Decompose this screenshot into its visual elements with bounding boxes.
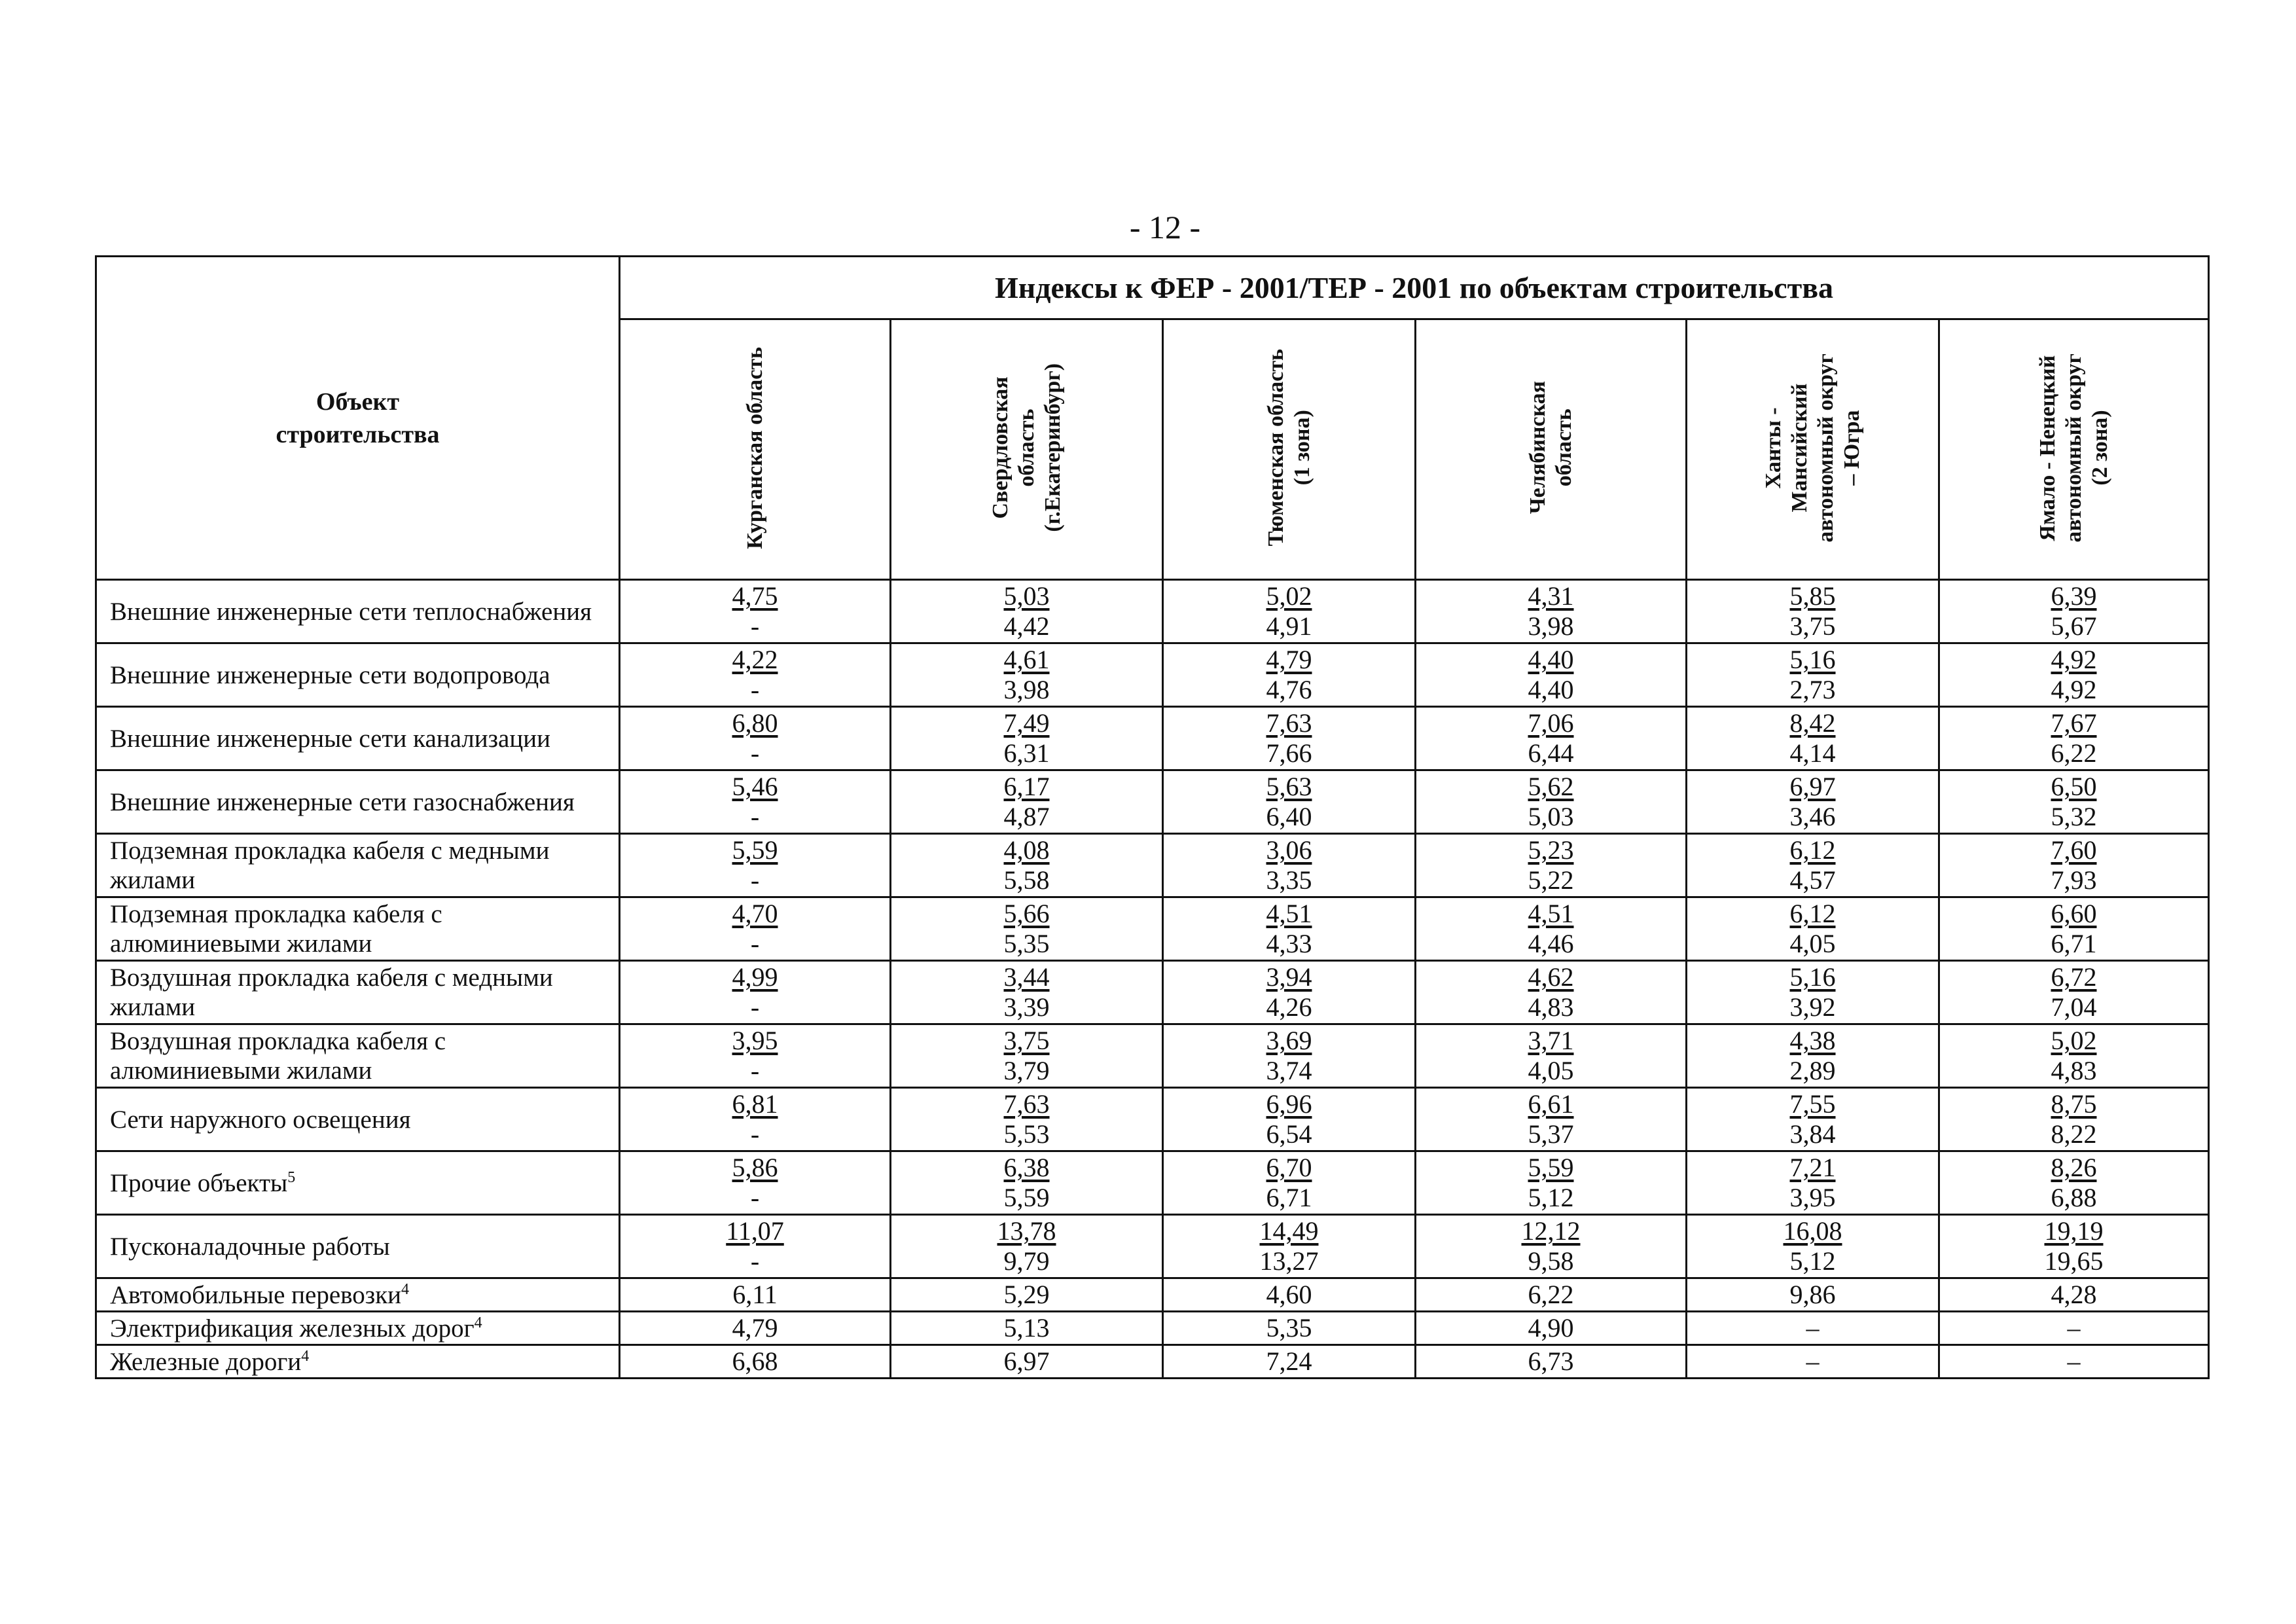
index-value-bottom: 4,83 — [2051, 1056, 2097, 1085]
index-value-top: 4,70 — [732, 899, 778, 928]
object-name-text: Воздушная прокладка кабеля с медными жилами — [110, 964, 553, 1021]
index-value-top: 11,07 — [726, 1216, 784, 1246]
index-value-bottom: 9,79 — [1003, 1246, 1050, 1276]
index-cell — [620, 707, 891, 770]
index-value-top: 4,99 — [732, 962, 778, 992]
index-value-bottom: - — [750, 929, 760, 958]
object-column-header — [96, 257, 620, 580]
table-row — [96, 1312, 2209, 1345]
index-value-bottom: - — [750, 1056, 760, 1085]
index-value: – — [2067, 1313, 2081, 1343]
object-name-text: Внешние инженерные сети газоснабжения — [110, 787, 575, 816]
index-cell — [891, 1278, 1163, 1312]
index-value-bottom: 5,32 — [2051, 802, 2097, 831]
index-table — [95, 255, 2210, 1379]
table-title: Индексы к ФЕР - 2001/ТЕР - 2001 по объектам строительства — [620, 257, 2209, 319]
object-name — [96, 1088, 620, 1151]
index-cell — [1163, 834, 1416, 897]
index-cell — [1163, 1278, 1416, 1312]
index-value-bottom: - — [750, 1183, 760, 1212]
index-cell — [1687, 1278, 1939, 1312]
index-value-bottom: 3,95 — [1789, 1183, 1836, 1212]
index-value-bottom: 3,98 — [1528, 611, 1574, 641]
object-name-text: Пусконаладочные работы — [110, 1232, 390, 1261]
index-value-top: 7,55 — [1789, 1089, 1836, 1119]
index-value-bottom: 6,88 — [2051, 1183, 2097, 1212]
index-cell — [1163, 961, 1416, 1024]
index-value-top: 4,22 — [732, 645, 778, 674]
index-value: 4,28 — [2051, 1280, 2097, 1309]
table-row — [96, 834, 2209, 897]
index-cell — [620, 1345, 891, 1379]
index-cell — [1687, 1088, 1939, 1151]
index-cell — [891, 643, 1163, 707]
index-value-bottom: 3,39 — [1003, 992, 1050, 1022]
object-name — [96, 1215, 620, 1278]
region-header — [1687, 319, 1939, 580]
index-cell — [1163, 1312, 1416, 1345]
index-value-bottom: 4,33 — [1266, 929, 1312, 958]
index-cell — [1687, 1024, 1939, 1088]
index-value-bottom: 6,22 — [2051, 738, 2097, 768]
index-value: 6,73 — [1528, 1346, 1574, 1376]
index-value-bottom: 4,83 — [1528, 992, 1574, 1022]
index-value: 9,86 — [1789, 1280, 1836, 1309]
index-value-bottom: 7,93 — [2051, 865, 2097, 895]
region-header — [1416, 319, 1687, 580]
footnote-marker: 4 — [301, 1347, 310, 1365]
index-value-top: 4,92 — [2051, 645, 2097, 674]
index-cell — [891, 770, 1163, 834]
index-value-bottom: 3,46 — [1789, 802, 1836, 831]
index-cell — [620, 961, 891, 1024]
index-value-top: 5,86 — [732, 1153, 778, 1182]
index-value-top: 7,60 — [2051, 835, 2097, 865]
index-cell — [620, 1215, 891, 1278]
index-cell — [891, 1345, 1163, 1379]
index-cell — [1416, 897, 1687, 961]
index-value-top: 5,23 — [1528, 835, 1574, 865]
index-value-top: 3,95 — [732, 1026, 778, 1055]
index-value-bottom: - — [750, 611, 760, 641]
index-cell — [891, 1215, 1163, 1278]
index-cell — [1939, 961, 2209, 1024]
table-row — [96, 1345, 2209, 1379]
index-value-bottom: 5,67 — [2051, 611, 2097, 641]
index-value-bottom: - — [750, 1119, 760, 1149]
index-value-top: 7,06 — [1528, 708, 1574, 738]
index-value: 5,29 — [1003, 1280, 1050, 1309]
index-value-top: 5,59 — [1528, 1153, 1574, 1182]
index-value-bottom: 6,71 — [1266, 1183, 1312, 1212]
index-cell — [1939, 707, 2209, 770]
index-value-top: 6,39 — [2051, 581, 2097, 611]
index-value-top: 6,38 — [1003, 1153, 1050, 1182]
index-cell — [1416, 834, 1687, 897]
index-cell — [891, 1151, 1163, 1215]
object-name-text: Прочие объекты — [110, 1168, 288, 1197]
index-value: 5,35 — [1266, 1313, 1312, 1343]
index-value-bottom: 3,75 — [1789, 611, 1836, 641]
region-header — [891, 319, 1163, 580]
index-value-bottom: 5,12 — [1789, 1246, 1836, 1276]
index-cell — [620, 643, 891, 707]
index-cell — [1687, 1215, 1939, 1278]
region-header-label: Свердловская область (г.Екатеринбург) — [988, 363, 1065, 532]
index-cell — [1163, 1215, 1416, 1278]
index-cell — [891, 834, 1163, 897]
index-cell — [1163, 643, 1416, 707]
table-row — [96, 897, 2209, 961]
table-row — [96, 770, 2209, 834]
index-value-bottom: 3,98 — [1003, 675, 1050, 704]
object-name — [96, 643, 620, 707]
object-name — [96, 834, 620, 897]
index-cell — [1939, 1345, 2209, 1379]
index-value-top: 3,75 — [1003, 1026, 1050, 1055]
object-name-text: Электрификация железных дорог — [110, 1314, 475, 1343]
index-value-top: 5,02 — [2051, 1026, 2097, 1055]
object-name — [96, 1312, 620, 1345]
index-value-top: 6,12 — [1789, 835, 1836, 865]
index-cell — [620, 770, 891, 834]
index-value-top: 6,81 — [732, 1089, 778, 1119]
index-value-bottom: 5,12 — [1528, 1183, 1574, 1212]
object-name-text: Подземная прокладка кабеля с медными жилами — [110, 837, 550, 894]
index-cell — [1939, 1215, 2209, 1278]
index-value-bottom: 4,92 — [2051, 675, 2097, 704]
index-cell — [1416, 707, 1687, 770]
region-header-label: Курганская область — [742, 346, 767, 549]
index-value: 4,79 — [732, 1313, 778, 1343]
index-value-bottom: 6,71 — [2051, 929, 2097, 958]
region-header-label: Ямало - Ненецкий автономный округ (2 зона) — [2035, 353, 2112, 543]
page-number: - 12 - — [1129, 209, 1201, 245]
region-header-label: Тюменская область (1 зона) — [1263, 349, 1314, 547]
index-value: – — [1806, 1346, 1820, 1376]
index-value-bottom: - — [750, 738, 760, 768]
index-cell — [1163, 897, 1416, 961]
object-name — [96, 770, 620, 834]
index-value-bottom: 3,35 — [1266, 865, 1312, 895]
footnote-marker: 4 — [401, 1280, 410, 1298]
object-name — [96, 1151, 620, 1215]
object-header-text: Объект строительства — [276, 388, 440, 448]
index-value-top: 19,19 — [2044, 1216, 2104, 1246]
index-cell — [1416, 1312, 1687, 1345]
table-row — [96, 1088, 2209, 1151]
index-cell — [1687, 580, 1939, 643]
index-value-top: 14,49 — [1259, 1216, 1319, 1246]
index-cell — [1416, 580, 1687, 643]
index-cell — [1163, 1088, 1416, 1151]
index-value-bottom: 5,58 — [1003, 865, 1050, 895]
index-cell — [891, 1088, 1163, 1151]
index-cell — [1687, 707, 1939, 770]
object-name — [96, 707, 620, 770]
index-value-top: 5,62 — [1528, 772, 1574, 801]
index-value-top: 6,50 — [2051, 772, 2097, 801]
index-cell — [1163, 1151, 1416, 1215]
index-value-top: 6,96 — [1266, 1089, 1312, 1119]
index-cell — [1939, 1312, 2209, 1345]
index-value-top: 5,46 — [732, 772, 778, 801]
object-name-text: Подземная прокладка кабеля с алюминиевыми жилами — [110, 900, 442, 958]
index-cell — [1416, 1024, 1687, 1088]
table-row — [96, 1278, 2209, 1312]
index-cell — [1939, 1278, 2209, 1312]
object-name — [96, 1278, 620, 1312]
index-value-top: 12,12 — [1521, 1216, 1581, 1246]
index-value-top: 4,40 — [1528, 645, 1574, 674]
index-cell — [1687, 961, 1939, 1024]
index-cell — [1687, 1151, 1939, 1215]
index-value-top: 7,63 — [1266, 708, 1312, 738]
index-cell — [1687, 1345, 1939, 1379]
index-value-bottom: 4,26 — [1266, 992, 1312, 1022]
index-value-top: 4,31 — [1528, 581, 1574, 611]
index-value-top: 8,26 — [2051, 1153, 2097, 1182]
index-value-top: 3,71 — [1528, 1026, 1574, 1055]
index-value: 5,13 — [1003, 1313, 1050, 1343]
index-value-bottom: 6,54 — [1266, 1119, 1312, 1149]
index-value-top: 5,59 — [732, 835, 778, 865]
index-cell — [620, 834, 891, 897]
index-value: 6,11 — [732, 1280, 778, 1309]
index-cell — [891, 580, 1163, 643]
index-value-top: 7,21 — [1789, 1153, 1836, 1182]
index-cell — [1939, 897, 2209, 961]
index-value-top: 5,02 — [1266, 581, 1312, 611]
index-cell — [1163, 770, 1416, 834]
index-value: 6,97 — [1003, 1346, 1050, 1376]
index-cell — [1687, 1312, 1939, 1345]
index-value-top: 4,51 — [1266, 899, 1312, 928]
index-value-top: 8,42 — [1789, 708, 1836, 738]
index-value-bottom: 5,37 — [1528, 1119, 1574, 1149]
table-row — [96, 1215, 2209, 1278]
object-name — [96, 1345, 620, 1379]
index-value-bottom: 3,79 — [1003, 1056, 1050, 1085]
index-cell — [1416, 770, 1687, 834]
object-name-text: Внешние инженерные сети водопровода — [110, 660, 550, 689]
index-value-bottom: 6,40 — [1266, 802, 1312, 831]
index-cell — [1416, 1151, 1687, 1215]
index-value-bottom: 19,65 — [2044, 1246, 2104, 1276]
index-cell — [891, 707, 1163, 770]
index-cell — [1939, 580, 2209, 643]
index-cell — [1416, 961, 1687, 1024]
footnote-marker: 5 — [287, 1168, 296, 1186]
index-value-top: 4,75 — [732, 581, 778, 611]
index-value-bottom: 4,14 — [1789, 738, 1836, 768]
object-name-text: Внешние инженерные сети канализации — [110, 724, 550, 753]
index-value-bottom: - — [750, 992, 760, 1022]
table-row — [96, 1024, 2209, 1088]
index-value-top: 3,94 — [1266, 962, 1312, 992]
index-value: 4,90 — [1528, 1313, 1574, 1343]
index-cell — [1416, 1345, 1687, 1379]
index-cell — [1416, 1278, 1687, 1312]
index-cell — [620, 1278, 891, 1312]
index-value-top: 6,60 — [2051, 899, 2097, 928]
index-cell — [1939, 1088, 2209, 1151]
index-value-bottom: 2,89 — [1789, 1056, 1836, 1085]
table-row — [96, 707, 2209, 770]
index-value-bottom: 13,27 — [1259, 1246, 1319, 1276]
index-value-bottom: 2,73 — [1789, 675, 1836, 704]
region-header — [1163, 319, 1416, 580]
index-cell — [1163, 707, 1416, 770]
index-cell — [1416, 1215, 1687, 1278]
index-value-bottom: 4,57 — [1789, 865, 1836, 895]
index-cell — [891, 1024, 1163, 1088]
index-cell — [1939, 1151, 2209, 1215]
index-value-bottom: 3,74 — [1266, 1056, 1312, 1085]
table-row — [96, 1151, 2209, 1215]
index-value-top: 5,03 — [1003, 581, 1050, 611]
index-value-bottom: - — [750, 802, 760, 831]
index-cell — [891, 961, 1163, 1024]
index-cell — [891, 1312, 1163, 1345]
index-value-top: 6,80 — [732, 708, 778, 738]
index-cell — [620, 1024, 891, 1088]
index-value-top: 7,67 — [2051, 708, 2097, 738]
index-value-bottom: 4,05 — [1789, 929, 1836, 958]
index-value-bottom: 4,76 — [1266, 675, 1312, 704]
index-cell — [1939, 770, 2209, 834]
index-cell — [1939, 834, 2209, 897]
index-value-top: 6,61 — [1528, 1089, 1574, 1119]
index-value-bottom: 5,22 — [1528, 865, 1574, 895]
region-header-label: Ханты - Мансийский автономный округ – Югра — [1761, 353, 1864, 543]
object-name — [96, 961, 620, 1024]
index-value-bottom: 5,03 — [1528, 802, 1574, 831]
index-value-top: 5,85 — [1789, 581, 1836, 611]
index-value-top: 6,12 — [1789, 899, 1836, 928]
region-header — [620, 319, 891, 580]
table-row — [96, 961, 2209, 1024]
index-cell — [620, 1312, 891, 1345]
index-value-bottom: - — [750, 1246, 760, 1276]
index-value-bottom: 4,46 — [1528, 929, 1574, 958]
index-value-bottom: 7,04 — [2051, 992, 2097, 1022]
index-cell — [891, 897, 1163, 961]
index-value-bottom: 6,31 — [1003, 738, 1050, 768]
index-value-bottom: 4,40 — [1528, 675, 1574, 704]
object-name-text: Воздушная прокладка кабеля с алюминиевыми жилами — [110, 1027, 446, 1085]
index-value-bottom: 6,44 — [1528, 738, 1574, 768]
index-value-bottom: 9,58 — [1528, 1246, 1574, 1276]
index-value: 4,60 — [1266, 1280, 1312, 1309]
index-cell — [1939, 643, 2209, 707]
index-value-top: 4,51 — [1528, 899, 1574, 928]
index-value-top: 4,08 — [1003, 835, 1050, 865]
index-cell — [620, 580, 891, 643]
object-name-text: Железные дороги — [110, 1347, 302, 1376]
index-cell — [1687, 643, 1939, 707]
object-name — [96, 897, 620, 961]
index-value-top: 5,63 — [1266, 772, 1312, 801]
object-name-text: Сети наружного освещения — [110, 1105, 411, 1134]
index-cell — [620, 1151, 891, 1215]
index-value-top: 5,66 — [1003, 899, 1050, 928]
index-value-bottom: 3,92 — [1789, 992, 1836, 1022]
index-value-bottom: 4,42 — [1003, 611, 1050, 641]
index-cell — [1416, 643, 1687, 707]
table-body — [96, 580, 2209, 1379]
index-value-top: 4,79 — [1266, 645, 1312, 674]
index-value-top: 4,38 — [1789, 1026, 1836, 1055]
index-value-top: 13,78 — [997, 1216, 1056, 1246]
index-value-top: 4,61 — [1003, 645, 1050, 674]
index-value-bottom: - — [750, 865, 760, 895]
index-cell — [620, 1088, 891, 1151]
index-cell — [1163, 1024, 1416, 1088]
object-name — [96, 580, 620, 643]
index-value-bottom: 5,59 — [1003, 1183, 1050, 1212]
index-value-top: 3,44 — [1003, 962, 1050, 992]
index-value-bottom: 8,22 — [2051, 1119, 2097, 1149]
index-value-bottom: 5,35 — [1003, 929, 1050, 958]
index-value-top: 4,62 — [1528, 962, 1574, 992]
index-value-bottom: 3,84 — [1789, 1119, 1836, 1149]
index-value-top: 3,69 — [1266, 1026, 1312, 1055]
index-cell — [1163, 1345, 1416, 1379]
index-value-top: 6,97 — [1789, 772, 1836, 801]
index-cell — [1163, 580, 1416, 643]
footnote-marker: 4 — [474, 1314, 482, 1331]
index-value: – — [1806, 1313, 1820, 1343]
index-cell — [1687, 834, 1939, 897]
index-cell — [1939, 1024, 2209, 1088]
region-header-label: Челябинская область — [1525, 381, 1576, 514]
index-value-top: 6,72 — [2051, 962, 2097, 992]
object-name — [96, 1024, 620, 1088]
index-value: – — [2067, 1346, 2081, 1376]
index-value-bottom: - — [750, 675, 760, 704]
index-value-bottom: 4,91 — [1266, 611, 1312, 641]
table-row — [96, 580, 2209, 643]
index-value-top: 7,63 — [1003, 1089, 1050, 1119]
index-value-bottom: 5,53 — [1003, 1119, 1050, 1149]
index-value-bottom: 4,87 — [1003, 802, 1050, 831]
index-value-top: 7,49 — [1003, 708, 1050, 738]
table-row — [96, 643, 2209, 707]
index-value-top: 3,06 — [1266, 835, 1312, 865]
index-value-top: 5,16 — [1789, 645, 1836, 674]
index-value-bottom: 4,05 — [1528, 1056, 1574, 1085]
index-value: 6,68 — [732, 1346, 778, 1376]
region-header — [1939, 319, 2209, 580]
index-cell — [1687, 897, 1939, 961]
index-cell — [1687, 770, 1939, 834]
index-value: 7,24 — [1266, 1346, 1312, 1376]
index-cell — [1416, 1088, 1687, 1151]
index-value-top: 5,16 — [1789, 962, 1836, 992]
index-value: 6,22 — [1528, 1280, 1574, 1309]
index-value-top: 6,70 — [1266, 1153, 1312, 1182]
index-value-top: 8,75 — [2051, 1089, 2097, 1119]
index-value-bottom: 7,66 — [1266, 738, 1312, 768]
object-name-text: Внешние инженерные сети теплоснабжения — [110, 597, 592, 626]
index-cell — [620, 897, 891, 961]
object-name-text: Автомобильные перевозки — [110, 1280, 402, 1309]
index-value-top: 6,17 — [1003, 772, 1050, 801]
index-value-top: 16,08 — [1783, 1216, 1842, 1246]
